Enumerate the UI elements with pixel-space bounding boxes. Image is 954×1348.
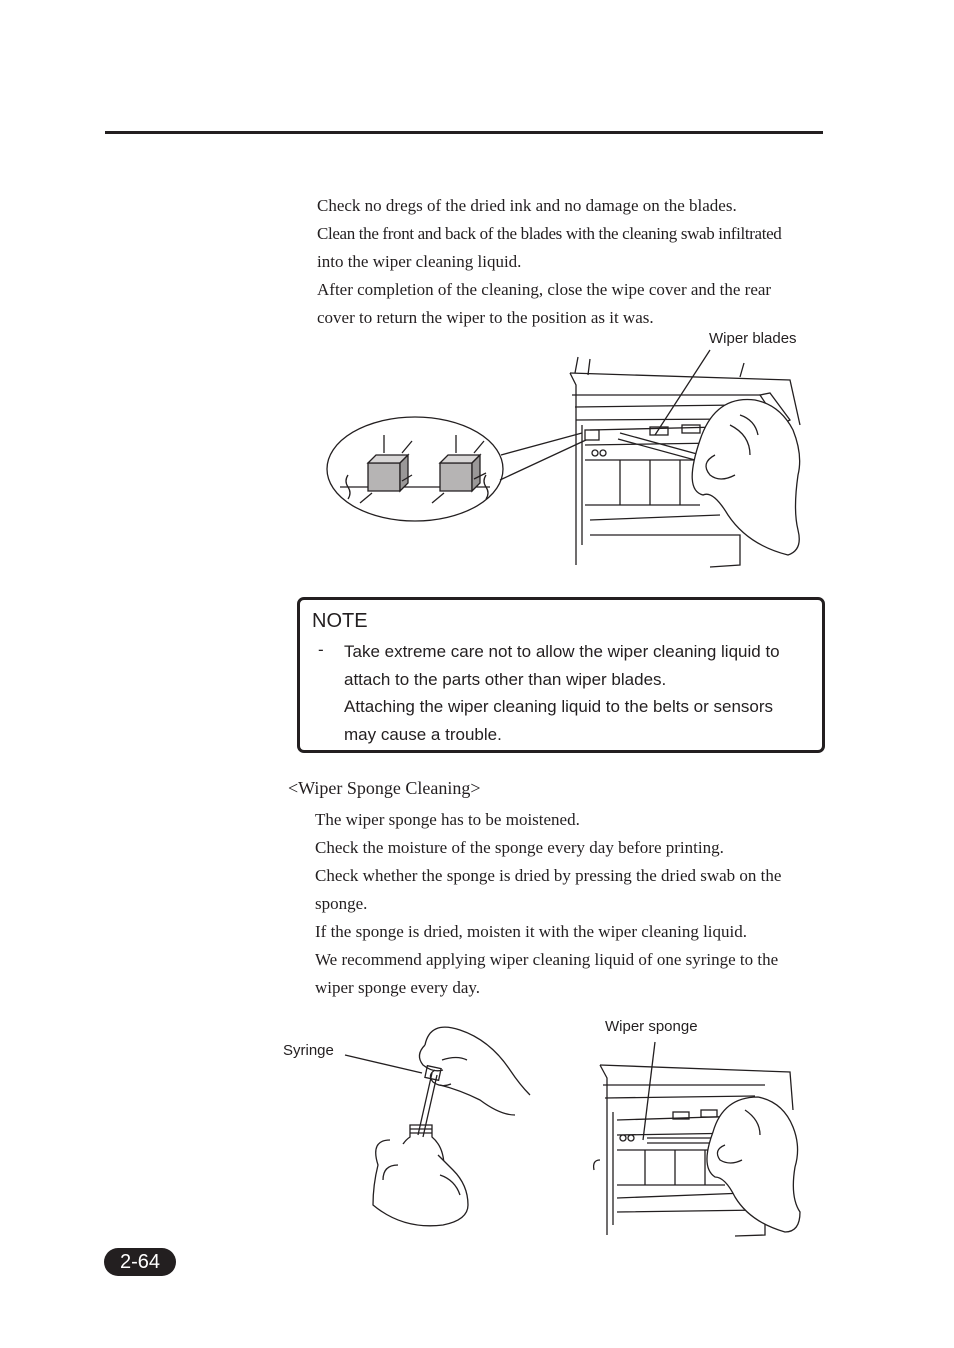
section-heading: <Wiper Sponge Cleaning> — [288, 778, 481, 798]
note-line: attach to the parts other than wiper blades. — [344, 669, 667, 689]
intro-line: into the wiper cleaning liquid. — [317, 252, 522, 271]
intro-paragraph — [317, 192, 829, 332]
sponge-line: The wiper sponge has to be moistened. — [315, 810, 580, 829]
syringe-label: Syringe — [283, 1042, 334, 1059]
note-line: may cause a trouble. — [344, 725, 502, 745]
sponge-line: We recommend applying wiper cleaning liquid of one syringe to the — [315, 950, 779, 969]
note-box — [297, 597, 825, 753]
wiper-blades-illustration — [320, 345, 820, 575]
page-number-badge: 2-64 — [104, 1248, 176, 1276]
intro-line: Check no dregs of the dried ink and no damage on the blades. — [317, 196, 737, 215]
sponge-line: If the sponge is dried, moisten it with the wiper cleaning liquid. — [315, 922, 747, 941]
syringe-illustration — [340, 1015, 540, 1230]
intro-line: After completion of the cleaning, close the wipe cover and the rear — [317, 280, 772, 299]
sponge-line: wiper sponge every day. — [315, 978, 481, 997]
sponge-line: Check whether the sponge is dried by pressing the dried swab on the — [315, 866, 782, 885]
note-title: NOTE — [312, 610, 368, 632]
note-text — [344, 638, 820, 749]
sponge-line: sponge. — [315, 894, 368, 913]
note-line: Take extreme care not to allow the wiper cleaning liquid to — [344, 642, 780, 661]
sponge-line: Check the moisture of the sponge every day before printing. — [315, 838, 724, 857]
note-line: Attaching the wiper cleaning liquid to the belts or sensors — [344, 697, 774, 717]
header-rule — [105, 131, 823, 134]
intro-line: cover to return the wiper to the position as it was. — [317, 308, 654, 327]
wiper-blades-label: Wiper blades — [709, 330, 797, 347]
note-bullet: - — [318, 640, 324, 659]
wiper-sponge-illustration — [595, 1040, 810, 1240]
intro-line: Clean the front and back of the blades with the cleaning swab infiltrated — [317, 224, 782, 243]
wiper-sponge-label: Wiper sponge — [605, 1018, 698, 1035]
sponge-paragraph — [315, 806, 827, 1002]
